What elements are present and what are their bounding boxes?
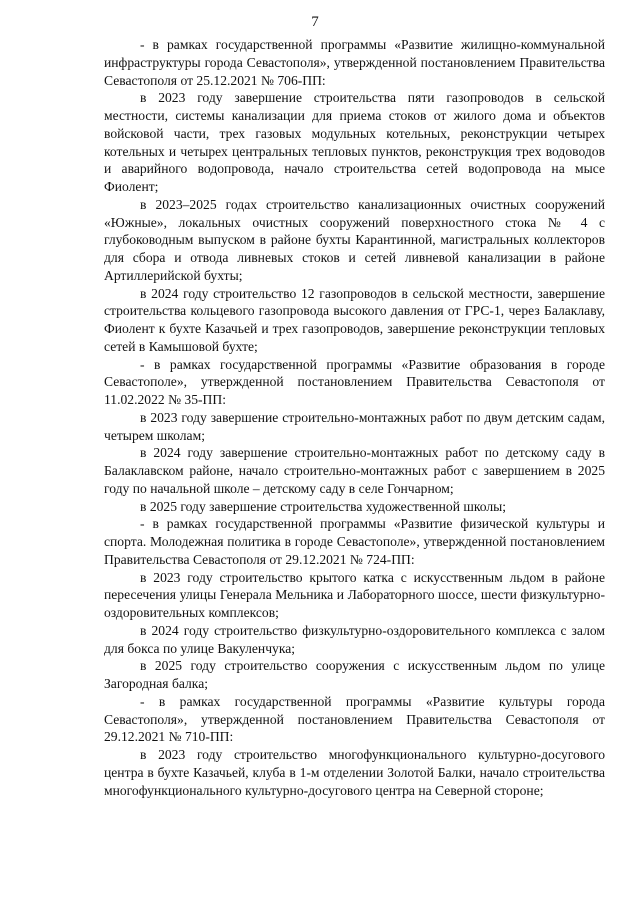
paragraph-sport-2023: в 2023 году строительство крытого катка с искусственным льдом в районе пересечения улицы Генерала Мельника и Лабораторного шоссе, шести физкультурно-оздоровительных комплексов; [104, 569, 605, 620]
document-body [104, 36, 605, 799]
paragraph-sport-2025: в 2025 году строительство сооружения с искусственным льдом по улице Загородная балка; [104, 658, 605, 691]
paragraph-education-2025: в 2025 году завершение строительства художественной школы; [140, 498, 507, 514]
paragraph-sport-program: - в рамках государственной программы «Развитие физической культуры и спорта. Молодежная политика в городе Севастополе», утвержденной постановлением Правительства Севастополя от 29.12.2021 № 724-ПП: [104, 516, 605, 567]
paragraph-education-2024: в 2024 году завершение строительно-монтажных работ по детскому саду в Балаклавском районе, начало строительно-монтажных работ с завершением в 2025 году по начальной школе – детскому саду в селе Гончарном; [104, 445, 605, 496]
paragraph-sport-2024: в 2024 году строительство физкультурно-оздоровительного комплекса с залом для бокса по улице Вакуленчука; [104, 622, 605, 656]
paragraph-culture-2023: в 2023 году строительство многофункционального культурно-досугового центра в бухте Казачьей, клуба в 1-м отделении Золотой Балки, начало строительства многофункционального культурно-досугового центра на Северной стороне; [104, 747, 605, 798]
paragraph-housing-2024: в 2024 году строительство 12 газопроводов в сельской местности, завершение строительства кольцевого газопровода высокого давления от ГРС-1, через Балаклаву, Фиолент к бухте Казачьей и трех газопроводов, завершение реконструкции тепловых сетей в Камышовой бухте; [104, 285, 605, 354]
paragraph-culture-program: - в рамках государственной программы «Развитие культуры города Севастополя», утвержденной постановлением Правительства Севастополя от 29.12.2021 № 710-ПП: [104, 693, 605, 745]
paragraph-education-2023: в 2023 году завершение строительно-монтажных работ по двум детским садам, четырем школам; [104, 409, 605, 443]
paragraph-education-program: - в рамках государственной программы «Развитие образования в городе Севастополе», утвержденной постановлением Правительства Севастополя от 11.02.2022 № 35-ПП: [104, 356, 605, 407]
paragraph-housing-2023: в 2023 году завершение строительства пяти газопроводов в сельской местности, системы канализации для приема стоков от жилого дома и объектов войсковой части, трех газовых модульных котельных, реконструкции четырех котельных и четырех центральных тепловых пунктов, реконструкция трех водоводов и аварийного водопровода, начало строительства сетей водопровода на мысе Фиолент; [104, 90, 605, 194]
paragraph-housing-2023-2025: в 2023–2025 годах строительство канализационных очистных сооружений «Южные», локальных очистных сооружений поверхностного стока № 4 с глубоководным выпуском в районе бухты Карантинной, магистральных коллекторов для сбора и отвода ливневых стоков и сетей ливневой канализации в районе Артиллерийской бухты; [104, 196, 605, 283]
paragraph-housing-program: - в рамках государственной программы «Развитие жилищно-коммунальной инфраструктуры города Севастополя», утвержденной постановлением Правительства Севастополя от 25.12.2021 № 706-ПП: [104, 37, 605, 88]
page-number: 7 [311, 14, 319, 30]
